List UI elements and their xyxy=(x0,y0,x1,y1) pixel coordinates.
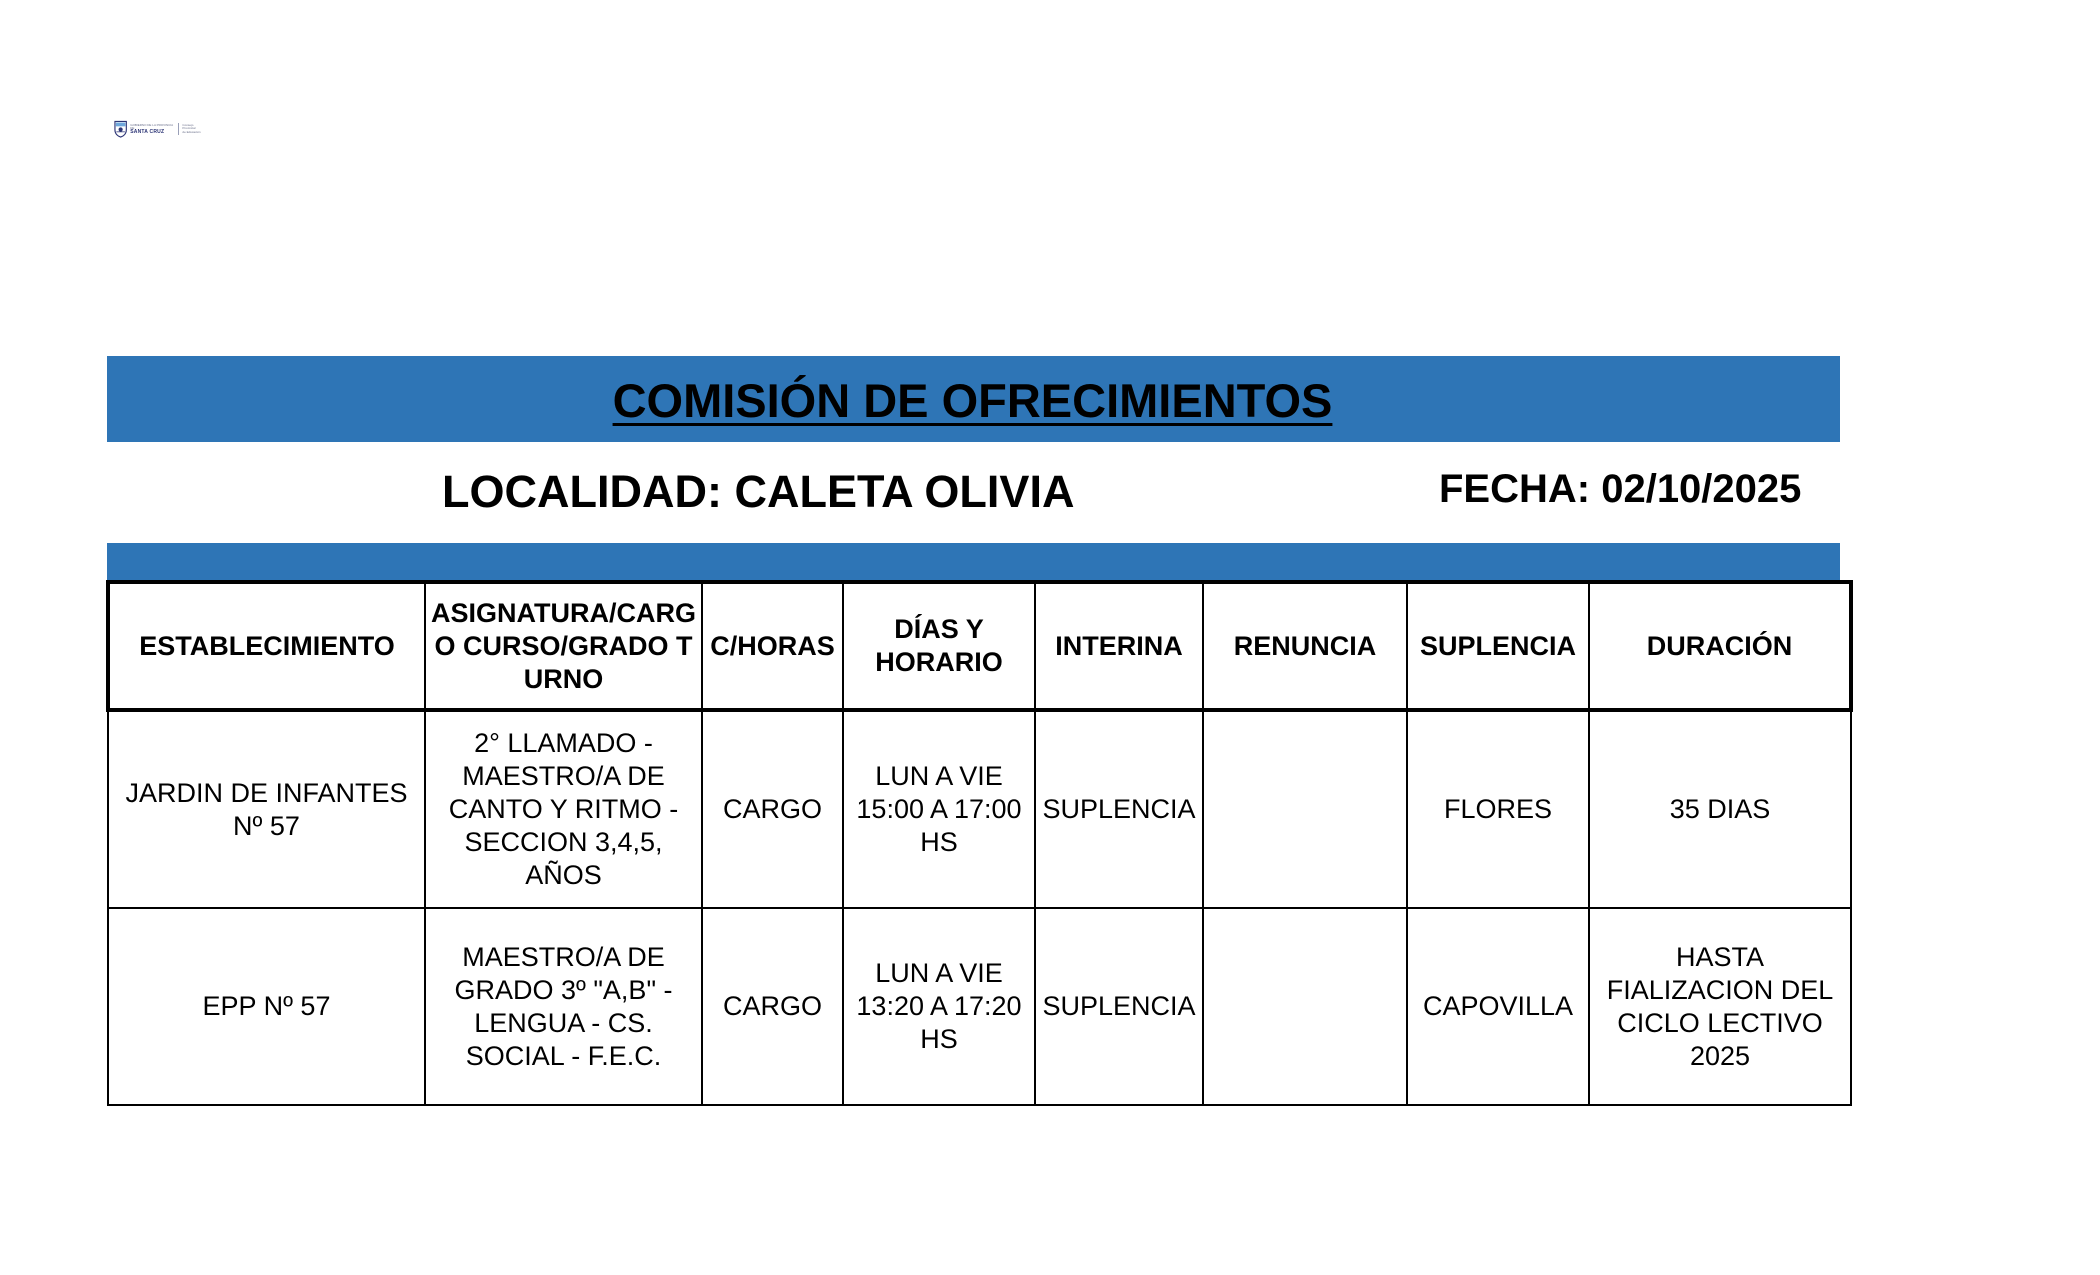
table-header-row xyxy=(108,582,1851,710)
logo-separator xyxy=(178,123,179,135)
cell-interina: SUPLENCIA xyxy=(1035,710,1203,908)
date-label: FECHA: 02/10/2025 xyxy=(1439,467,1802,511)
cell-asignatura: MAESTRO/A DE GRADO 3º "A,B" - LENGUA - CS. SOCIAL - F.E.C. xyxy=(425,908,702,1105)
column-header-asignatura: ASIGNATURA/CARGO CURSO/GRADO TURNO xyxy=(425,582,702,710)
cell-interina: SUPLENCIA xyxy=(1035,908,1203,1105)
column-header-renuncia: RENUNCIA xyxy=(1203,582,1407,710)
cell-dias-horario: LUN A VIE 15:00 A 17:00 HS xyxy=(843,710,1035,908)
offers-table xyxy=(106,580,1853,1106)
cell-suplencia: FLORES xyxy=(1407,710,1589,908)
column-header-interina: INTERINA xyxy=(1035,582,1203,710)
column-header-dias-horario: DÍAS Y HORARIO xyxy=(843,582,1035,710)
logo-line-1: GOBIERNO DE LA PROVINCIA DE xyxy=(130,122,173,130)
cell-renuncia xyxy=(1203,908,1407,1105)
locality-label: LOCALIDAD: CALETA OLIVIA xyxy=(442,466,1075,517)
government-logo xyxy=(114,119,206,139)
cell-horas: CARGO xyxy=(702,908,843,1105)
column-header-establecimiento: ESTABLECIMIENTO xyxy=(108,582,425,710)
logo-text-block xyxy=(130,124,175,135)
cell-establecimiento: JARDIN DE INFANTES Nº 57 xyxy=(108,710,425,908)
table-row xyxy=(108,710,1851,908)
separator-band xyxy=(107,543,1840,581)
logo-line-2: SANTA CRUZ xyxy=(130,128,165,135)
shield-icon xyxy=(114,120,127,138)
cell-horas: CARGO xyxy=(702,710,843,908)
cell-suplencia: CAPOVILLA xyxy=(1407,908,1589,1105)
logo-line-3b: de Educación xyxy=(182,129,201,134)
column-header-horas: C/HORAS xyxy=(702,582,843,710)
cell-renuncia xyxy=(1203,710,1407,908)
column-header-suplencia: SUPLENCIA xyxy=(1407,582,1589,710)
page-title: COMISIÓN DE OFRECIMIENTOS xyxy=(612,373,1333,427)
cell-asignatura: 2° LLAMADO - MAESTRO/A DE CANTO Y RITMO - SECCION 3,4,5, AÑOS xyxy=(425,710,702,908)
table-row xyxy=(108,908,1851,1105)
column-header-duracion: DURACIÓN xyxy=(1589,582,1851,710)
cell-establecimiento: EPP Nº 57 xyxy=(108,908,425,1105)
logo-subtext-block xyxy=(182,124,206,134)
logo-line-3a: Consejo Provincial xyxy=(182,122,196,131)
cell-duracion: 35 DIAS xyxy=(1589,710,1851,908)
cell-duracion: HASTA FIALIZACION DEL CICLO LECTIVO 2025 xyxy=(1589,908,1851,1105)
title-band xyxy=(107,356,1840,442)
cell-dias-horario: LUN A VIE 13:20 A 17:20 HS xyxy=(843,908,1035,1105)
